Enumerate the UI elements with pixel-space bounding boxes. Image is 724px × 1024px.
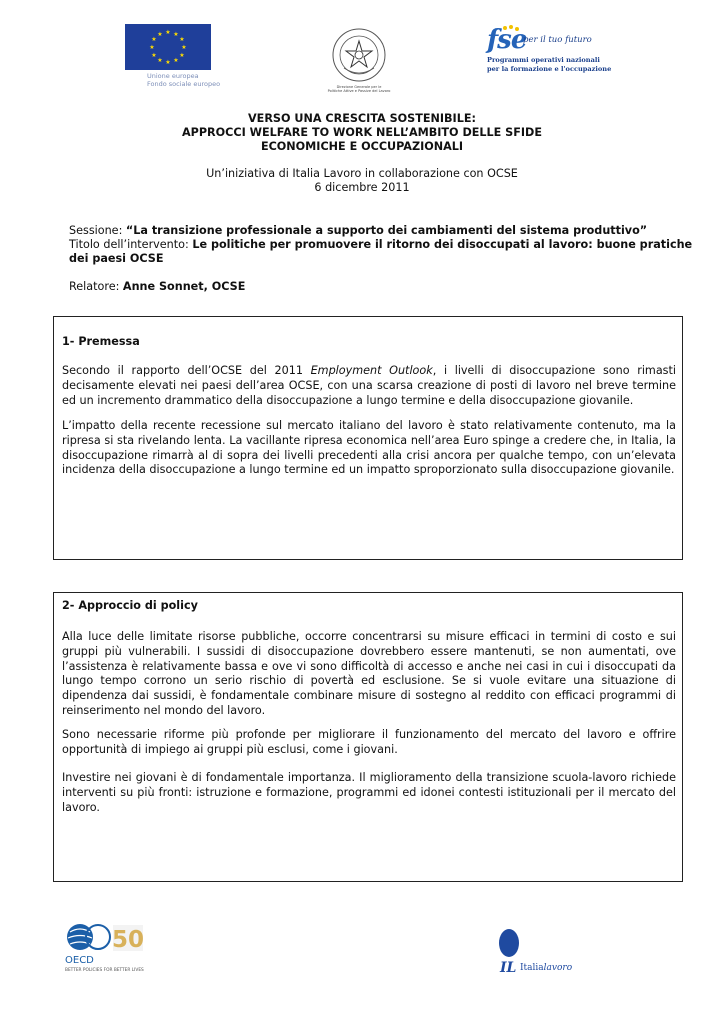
speaker-line (69, 280, 245, 294)
session-line (69, 224, 647, 238)
fse-logo (487, 25, 612, 78)
talk-title-value: Le politiche per promuovere il ritorno dei disoccupati al lavoro: buone pratiche (192, 238, 693, 251)
report-title: Employment Outlook (310, 364, 433, 377)
speaker-label: Relatore: (69, 280, 120, 293)
oecd-anniversary: 50 (111, 927, 145, 953)
section-premessa-box (53, 316, 683, 560)
talk-title-label: Titolo dell’intervento: (69, 238, 189, 251)
document-title-line1: VERSO UNA CRESCITA SOSTENIBILE: (248, 112, 476, 125)
svg-text:★: ★ (173, 57, 179, 64)
talk-title-line (69, 238, 692, 252)
svg-text:★: ★ (181, 44, 187, 51)
paragraph: Sono necessarie riforme più profonde per migliorare il funzionamento del mercato del lavoro e offrire opportunità di impiego ai gruppi più esclusi, come i giovani. (62, 728, 676, 756)
paragraph: Alla luce delle limitate risorse pubbliche, occorre concentrarsi su misure efficaci in termini di costo e sui gruppi più vulnerabili. I sussidi di disoccupazione dovrebbero essere mantenuti, se non aumentati, ove l’assistenza è relativamente bassa e ove vi sono difficoltà di accesso e anche nei casi in cui i disoccupati da lungo tempo corrono un serio rischio di povertà ed esclusione. Se si vuole evitare una situazione di dipendenza dai sussidi, è fondamentale combinare misure di sostegno al reddito con efficaci programmi di reinserimento nel mondo del lavoro. (62, 630, 676, 717)
oecd-globe-icon (64, 920, 146, 974)
oecd-logo (64, 920, 146, 974)
paragraph: L’impatto della recente recessione sul mercato italiano del lavoro è stato relativamente contenuto, ma la ripresa si sta rivelando lenta. La vacillante ripresa economica nell’area Euro spinge a credere che, in Italia, la disoccupazione rimarrà al di sopra dei livelli precedenti alla crisi ancora per qualche tempo, con un’elevata incidenza della disoccupazione a lungo termine ed un impatto sproporzionato sulla disoccupazione giovanile. (62, 419, 676, 477)
oecd-name: OECD (65, 955, 94, 966)
fse-subtitle-line2: per la formazione e l'occupazione (487, 65, 612, 73)
speaker-value: Anne Sonnet, OCSE (122, 280, 246, 293)
svg-text:★: ★ (151, 36, 157, 43)
event-date: 6 dicembre 2011 (314, 181, 410, 194)
svg-text:★: ★ (165, 29, 171, 36)
paragraph-text: Secondo il rapporto dell’OCSE del 2011 (62, 364, 311, 377)
fse-subtitle-line1: Programmi operativi nazionali (487, 56, 600, 64)
svg-text:★: ★ (157, 31, 163, 38)
talk-title-line2 (69, 252, 164, 266)
section-heading: 1- Premessa (62, 335, 140, 348)
emblem-icon (332, 28, 386, 82)
oecd-tagline: BETTER POLICIES FOR BETTER LIVES (65, 968, 144, 973)
svg-text:★: ★ (157, 57, 163, 64)
svg-text:★: ★ (149, 44, 155, 51)
session-label: Sessione: (69, 224, 123, 237)
italia-lavoro-logo (494, 926, 584, 976)
svg-text:★: ★ (173, 31, 179, 38)
svg-text:★: ★ (151, 52, 157, 59)
italian-republic-seal (326, 28, 392, 94)
section-policy-box (53, 592, 683, 882)
italia-lavoro-mark-icon (494, 926, 584, 976)
svg-text:★: ★ (179, 52, 185, 59)
seal-caption-line1: Direzione Generale per le (336, 85, 382, 89)
eu-flag-icon (125, 24, 211, 70)
svg-text:★: ★ (179, 36, 185, 43)
eu-caption-line1: Unione europea (147, 72, 199, 80)
initiative-line: Un’iniziativa di Italia Lavoro in collaborazione con OCSE (206, 167, 518, 180)
talk-title-value-cont: dei paesi OCSE (69, 252, 164, 265)
document-title-line2: APPROCCI WELFARE TO WORK NELL’AMBITO DELLE SFIDE (182, 126, 542, 139)
eu-caption-line2: Fondo sociale europeo (147, 80, 221, 88)
section-heading: 2- Approccio di policy (62, 599, 198, 612)
italia-lavoro-name-b: lavoro (543, 963, 573, 973)
paragraph: Investire nei giovani è di fondamentale importanza. Il miglioramento della transizione scuola-lavoro richiede interventi su più fronti: istruzione e formazione, programmi ed idonei contesti istituzionali per il mercato del lavoro. (62, 771, 676, 814)
svg-text:★: ★ (165, 59, 171, 66)
fse-mark: fse (487, 25, 527, 55)
paragraph-text: , i livelli di disoccupazione sono rimasti decisamente elevati nei paesi dell’area OCSE, con una scarsa creazione di posti di lavoro nel breve termine ed un incremento drammatico della disoccupazione a lungo termine e della disoccupazione giovanile. (62, 364, 677, 407)
italia-lavoro-name-a: Italia (520, 963, 544, 973)
document-title-line3: ECONOMICHE E OCCUPAZIONALI (260, 140, 464, 153)
italia-lavoro-initials: IL (500, 960, 517, 976)
seal-caption-line2: Politiche Attive e Passive del Lavoro (327, 89, 391, 93)
eu-logo (125, 24, 221, 90)
svg-text:Italialavoro (520, 963, 573, 973)
session-value: “La transizione professionale a supporto dei cambiamenti del sistema produttivo” (125, 224, 648, 237)
fse-tagline: per il tuo futuro (523, 35, 592, 45)
paragraph (62, 364, 676, 408)
